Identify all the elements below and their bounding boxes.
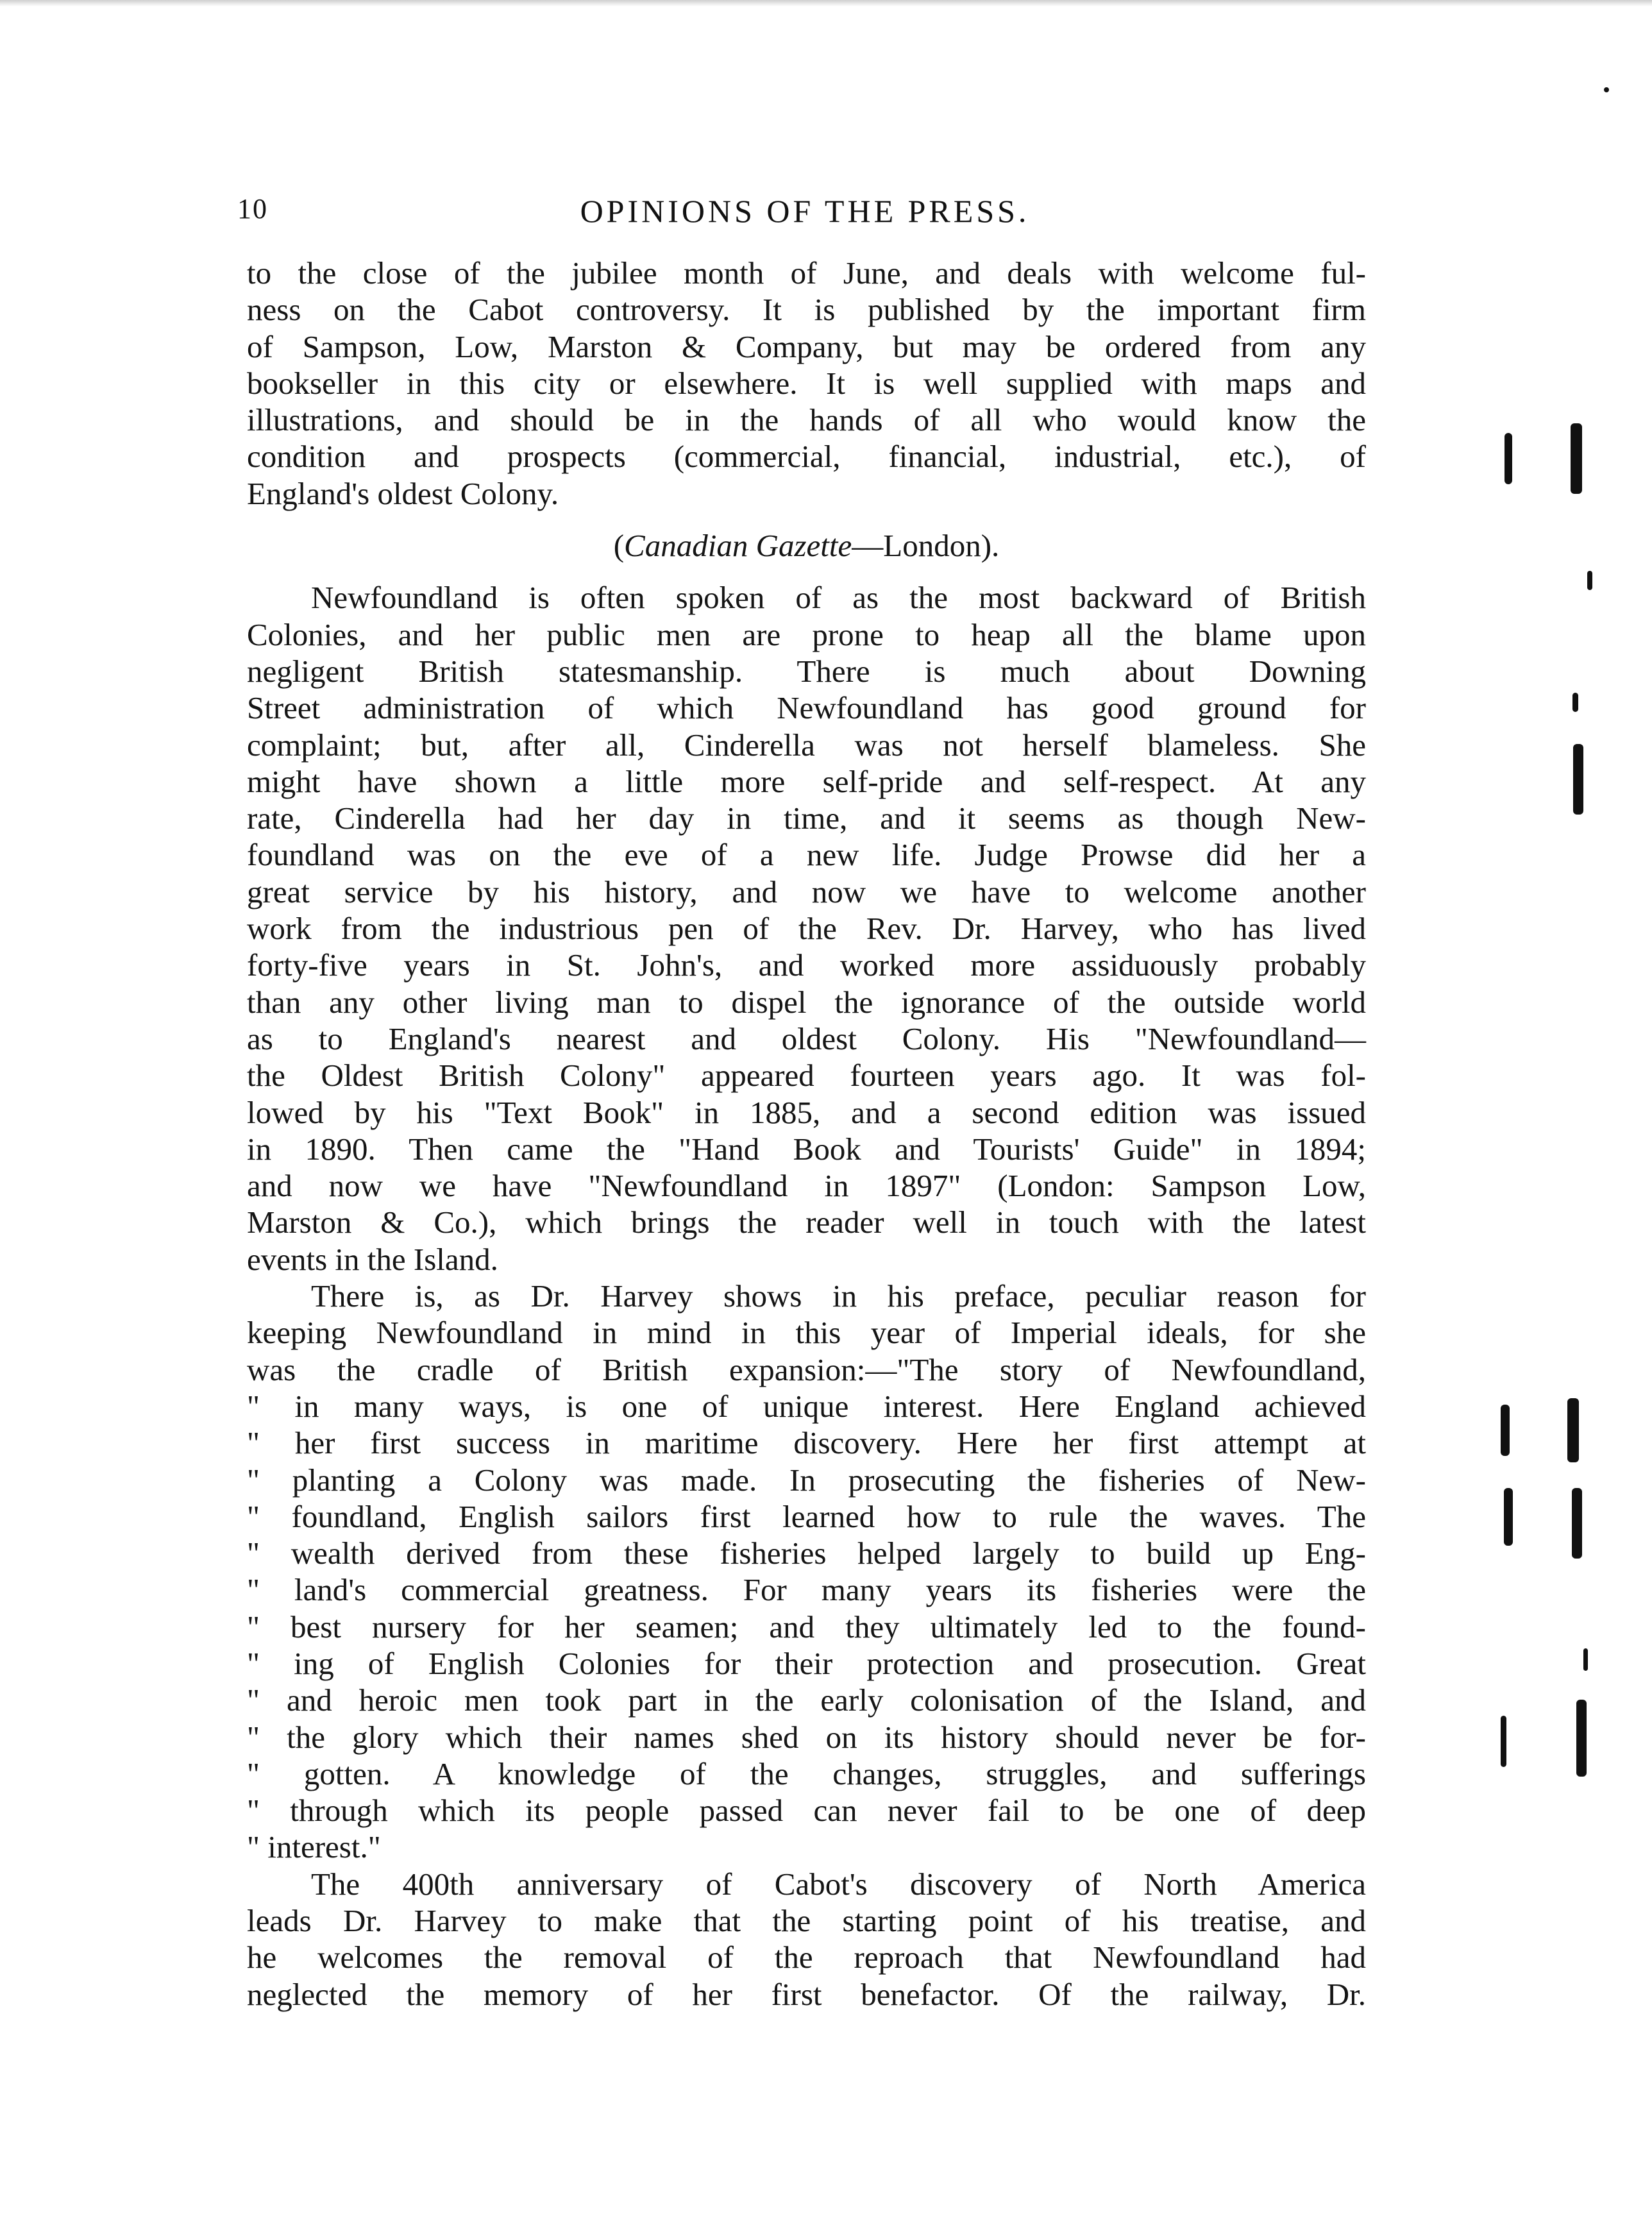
- text-line: foundland was on the eve of a new life. Judge Prowse did her a: [247, 837, 1366, 873]
- text-line: Marston & Co.), which brings the reader well in touch with the latest: [247, 1205, 1366, 1240]
- scan-mark: [1583, 1648, 1588, 1671]
- text-line: the Oldest British Colony" appeared fourteen years ago. It was fol-: [247, 1058, 1366, 1094]
- text-line: negligent British statesmanship. There is much about Downing: [247, 653, 1366, 689]
- paragraph-1: [247, 255, 1366, 512]
- text-line: ness on the Cabot controversy. It is published by the important firm: [247, 292, 1366, 328]
- text-line: great service by his history, and now we have to welcome another: [247, 874, 1366, 909]
- source-open-paren: (: [613, 528, 625, 564]
- text-line: of Sampson, Low, Marston & Company, but may be ordered from any: [247, 328, 1366, 364]
- quote-line: " interest.": [247, 1829, 381, 1865]
- page-number: 10: [237, 193, 268, 224]
- scan-top-edge: [0, 0, 1652, 6]
- scan-mark: [1587, 571, 1592, 590]
- quote-line: " foundland, English sailors first learned how to rule the waves. The: [247, 1498, 1366, 1534]
- scan-mark: [1504, 433, 1512, 484]
- text-line: Colonies, and her public men are prone to heap all the blame upon: [247, 616, 1366, 652]
- running-head: OPINIONS OF THE PRESS.: [580, 193, 1030, 229]
- text-line: events in the Island.: [247, 1241, 498, 1277]
- source-publication: Canadian Gazette: [624, 528, 852, 564]
- scan-mark: [1572, 693, 1578, 712]
- text-line: There is, as Dr. Harvey shows in his preface, peculiar reason for: [311, 1278, 1366, 1314]
- quote-line: " the glory which their names shed on its history should never be for-: [247, 1719, 1366, 1755]
- quote-line: " planting a Colony was made. In prosecuting the fisheries of New-: [247, 1462, 1366, 1498]
- scan-mark: [1571, 423, 1582, 494]
- text-line: was the cradle of British expansion:—"The story of Newfoundland,: [247, 1351, 1366, 1387]
- text-line: lowed by his "Text Book" in 1885, and a second edition was issued: [247, 1094, 1366, 1130]
- scan-mark: [1567, 1398, 1579, 1462]
- paragraph-2: [247, 579, 1366, 1278]
- text-line: he welcomes the removal of the reproach that Newfoundland had: [247, 1940, 1366, 1975]
- quote-line: " land's commercial greatness. For many years its fisheries were the: [247, 1572, 1366, 1608]
- text-line: complaint; but, after all, Cinderella was not herself blameless. She: [247, 727, 1366, 763]
- text-line: forty-five years in St. John's, and worked more assiduously probably: [247, 947, 1366, 983]
- quote-line: " wealth derived from these fisheries helped largely to build up Eng-: [247, 1535, 1366, 1571]
- page-header: [237, 192, 1372, 244]
- scan-mark: [1573, 744, 1583, 815]
- text-line: The 400th anniversary of Cabot's discovery of North America: [311, 1866, 1366, 1902]
- text-line: work from the industrious pen of the Rev. Dr. Harvey, who has lived: [247, 911, 1366, 947]
- text-line: England's oldest Colony.: [247, 475, 559, 511]
- source-heading: [247, 527, 1366, 564]
- text-line: than any other living man to dispel the ignorance of the outside world: [247, 984, 1366, 1020]
- text-line: rate, Cinderella had her day in time, and it seems as though New-: [247, 800, 1366, 836]
- text-line: in 1890. Then came the "Hand Book and Tourists' Guide" in 1894;: [247, 1131, 1366, 1167]
- paragraph-4: [247, 1866, 1366, 2013]
- text-line: as to England's nearest and oldest Colony. His "Newfoundland—: [247, 1020, 1366, 1056]
- text-line: keeping Newfoundland in mind in this year of Imperial ideals, for she: [247, 1315, 1366, 1351]
- text-line: Street administration of which Newfoundland has good ground for: [247, 690, 1366, 726]
- text-line: bookseller in this city or elsewhere. It is well supplied with maps and: [247, 365, 1366, 401]
- quote-line: " in many ways, is one of unique interest. Here England achieved: [247, 1388, 1366, 1424]
- scan-mark: [1501, 1405, 1510, 1456]
- quote-line: " and heroic men took part in the early colonisation of the Island, and: [247, 1682, 1366, 1718]
- scan-mark: [1576, 1700, 1587, 1777]
- quote-line: " her first success in maritime discovery. Here her first attempt at: [247, 1425, 1366, 1461]
- quote-line: " gotten. A knowledge of the changes, struggles, and sufferings: [247, 1755, 1366, 1791]
- quote-line: " best nursery for her seamen; and they ultimately led to the found-: [247, 1609, 1366, 1644]
- scan-mark: [1504, 1488, 1513, 1546]
- text-line: condition and prospects (commercial, financial, industrial, etc.), of: [247, 439, 1366, 475]
- text-line: neglected the memory of her first benefactor. Of the railway, Dr.: [247, 1976, 1366, 2012]
- text-line: illustrations, and should be in the hands of all who would know the: [247, 402, 1366, 438]
- text-line: to the close of the jubilee month of June, and deals with welcome ful-: [247, 255, 1366, 291]
- body-text: [247, 255, 1366, 2013]
- text-line: leads Dr. Harvey to make that the starting point of his treatise, and: [247, 1903, 1366, 1939]
- quote-line: " ing of English Colonies for their protection and prosecution. Great: [247, 1645, 1366, 1681]
- text-line: and now we have "Newfoundland in 1897" (London: Sampson Low,: [247, 1168, 1366, 1204]
- scan-mark: [1572, 1488, 1582, 1559]
- scan-mark: [1501, 1716, 1506, 1767]
- quote-line: " through which its people passed can never fail to be one of deep: [247, 1793, 1366, 1829]
- source-location: —London).: [852, 528, 1000, 564]
- paragraph-3: [247, 1278, 1366, 1866]
- scan-mark: [1604, 87, 1609, 92]
- text-line: Newfoundland is often spoken of as the most backward of British: [311, 580, 1366, 616]
- text-line: might have shown a little more self-pride and self-respect. At any: [247, 763, 1366, 799]
